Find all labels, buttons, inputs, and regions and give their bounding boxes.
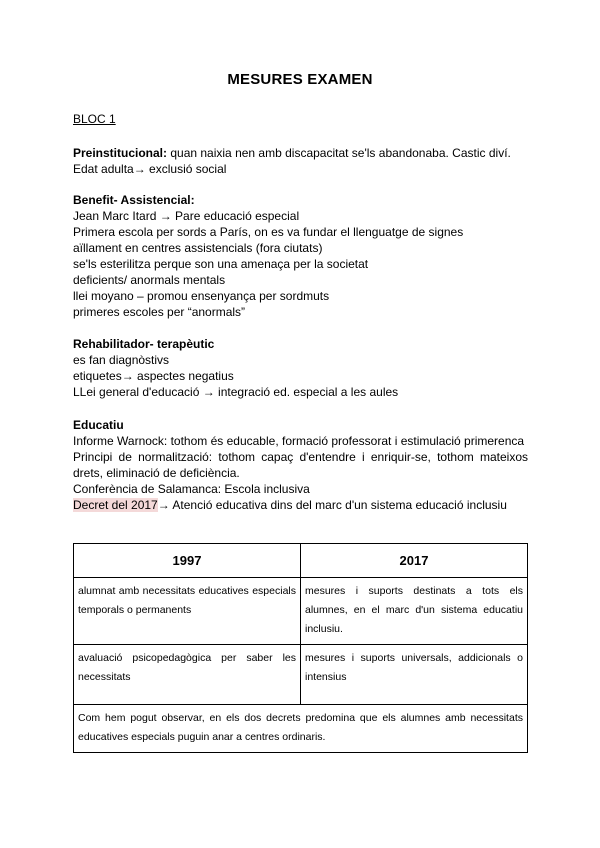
benefit-line: Primera escola per sords a París, on es va fundar el llenguatge de signes	[73, 225, 464, 239]
section-benefit	[73, 192, 528, 320]
educatiu-line: Informe Warnock: tothom és educable, formació professorat i estimulació primerenca	[73, 434, 525, 448]
benefit-line: primeres escoles per “anormals”	[73, 305, 246, 319]
educatiu-line: Conferència de Salamanca: Escola inclusiva	[73, 482, 310, 496]
bloc-heading: BLOC 1	[73, 112, 116, 126]
header-2017: 2017	[301, 544, 528, 578]
preinstitucional-paragraph	[73, 145, 528, 161]
benefit-line: llei moyano – promou ensenyança per sordmuts	[73, 289, 330, 303]
preinstitucional-text: quan naixia nen amb discapacitat se'ls abandonaba. Castic diví.	[167, 146, 511, 160]
educatiu-line: Principi de normalització: tothom capaç d'entendre i enriquir-se, tothom mateixos drets, eliminació de deficiència.	[73, 450, 528, 480]
table-footer-row	[74, 705, 528, 753]
section-rehabilitador	[73, 336, 528, 400]
rehab-line: LLei general d'educació → integració ed. especial a les aules	[73, 385, 399, 399]
table-row	[74, 645, 528, 705]
benefit-line: deficients/ anormals mentals	[73, 273, 226, 287]
decret-highlight: Decret del 2017	[73, 498, 158, 512]
benefit-line: aïllament en centres assistencials (fora ciutats)	[73, 241, 323, 255]
table-footer-cell: Com hem pogut observar, en els dos decrets predomina que els alumnes amb necessitats educatives especials puguin anar a centres ordinaris.	[74, 705, 528, 753]
decret-line	[73, 497, 528, 513]
preinstitucional-heading: Preinstitucional:	[73, 146, 168, 160]
table-cell: avaluació psicopedagògica per saber les necessitats	[74, 645, 301, 705]
section-educatiu	[73, 417, 528, 513]
header-1997: 1997	[74, 544, 301, 578]
educatiu-heading: Educatiu	[73, 418, 124, 432]
page-title: MESURES EXAMEN	[227, 71, 373, 88]
rehab-line: es fan diagnòstivs	[73, 353, 170, 367]
section-preinstitucional	[73, 145, 528, 177]
rehab-heading: Rehabilitador- terapèutic	[73, 337, 215, 351]
comparison-table	[73, 543, 528, 753]
benefit-heading: Benefit- Assistencial:	[73, 193, 195, 207]
benefit-line: se'ls esterilitza perque son una amenaça per la societat	[73, 257, 369, 271]
table-cell: mesures i suports universals, addicionals o intensius	[301, 645, 528, 705]
benefit-line: Jean Marc Itard → Pare educació especial	[73, 209, 300, 223]
rehab-line: etiquetes→ aspectes negatius	[73, 369, 234, 383]
table-cell: mesures i suports destinats a tots els alumnes, en el marc d'un sistema educatiu inclusiu.	[301, 578, 528, 645]
table-cell: alumnat amb necessitats educatives especials temporals o permanents	[74, 578, 301, 645]
table-row	[74, 578, 528, 645]
preinstitucional-line2: Edat adulta→ exclusió social	[73, 162, 227, 176]
decret-text: → Atenció educativa dins del marc d'un sistema educació inclusiu	[157, 498, 507, 512]
table-header-row	[74, 544, 528, 578]
